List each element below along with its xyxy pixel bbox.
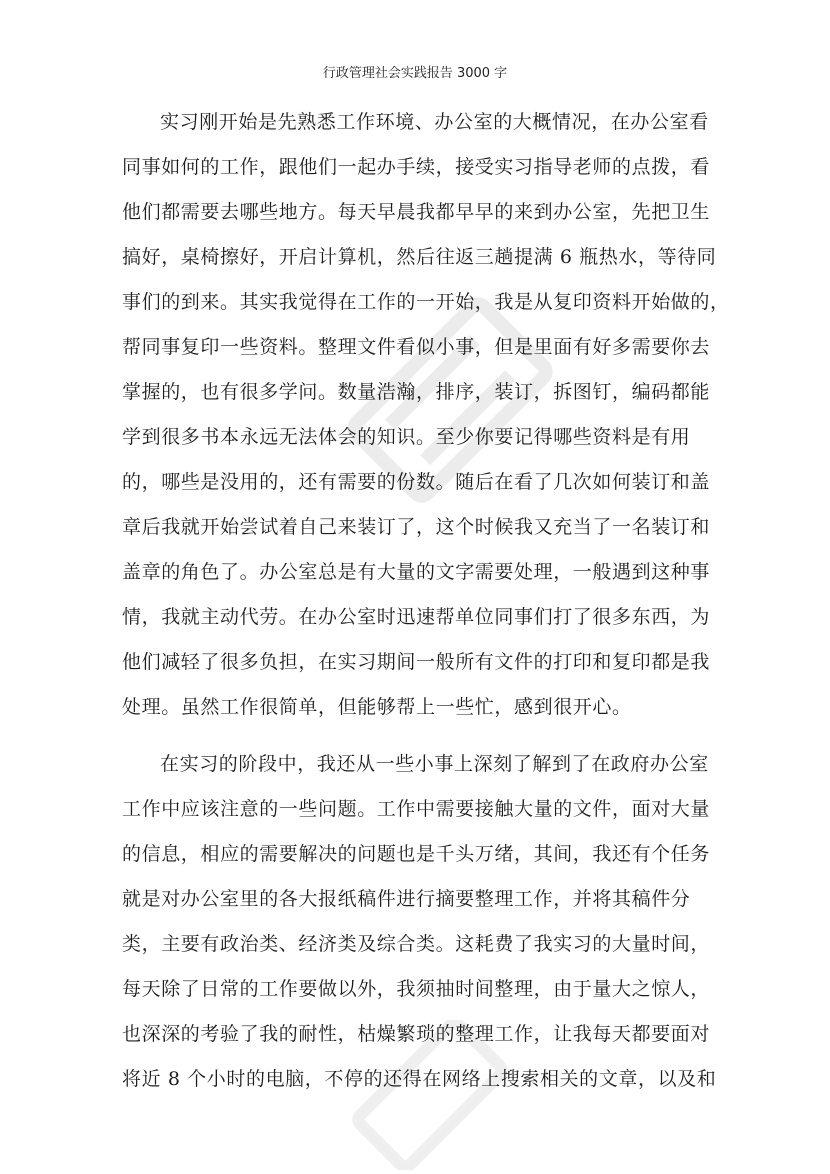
paragraph-line: 实习刚开始是先熟悉工作环境、办公室的大概情况，在办公室看 <box>160 111 709 133</box>
paragraph-line: 帮同事复印一些资料。整理文件看似小事，但是里面有好多需要你去 <box>122 336 711 358</box>
paragraph-line: 他们都需要去哪些地方。每天早晨我都早早的来到办公室，先把卫生 <box>122 201 711 223</box>
paragraph-line: 也深深的考验了我的耐性，枯燥繁琐的整理工作，让我每天都要面对 <box>122 1023 711 1045</box>
paragraph-line: 的，哪些是没用的，还有需要的份数。随后在看了几次如何装订和盖 <box>122 471 711 493</box>
paragraph-line: 情，我就主动代劳。在办公室时迅速帮单位同事们打了很多东西，为 <box>122 606 711 628</box>
paragraph-line: 类，主要有政治类、经济类及综合类。这耗费了我实习的大量时间， <box>122 933 711 955</box>
paragraph-line: 工作中应该注意的一些问题。工作中需要接触大量的文件，面对大量 <box>122 798 711 820</box>
paragraph-line: 学到很多书本永远无法体会的知识。至少你要记得哪些资料是有用 <box>122 426 691 448</box>
paragraph-line: 将近 8 个小时的电脑，不停的还得在网络上搜索相关的文章，以及和 <box>122 1068 717 1090</box>
page-header-title: 行政管理社会实践报告 3000 字 <box>322 66 508 81</box>
paragraph-line: 搞好，桌椅擦好，开启计算机，然后往返三趟提满 6 瓶热水，等待同 <box>122 246 717 268</box>
paragraph-line: 盖章的角色了。办公室总是有大量的文字需要处理，一般遇到这种事 <box>122 561 711 583</box>
paragraph-line: 处理。虽然工作很简单，但能够帮上一些忙，感到很开心。 <box>122 696 632 718</box>
paragraph-line: 每天除了日常的工作要做以外，我须抽时间整理，由于量大之惊人， <box>122 978 711 1000</box>
paragraph-line: 他们减轻了很多负担，在实习期间一般所有文件的打印和复印都是我 <box>122 651 711 673</box>
paragraph-line: 章后我就开始尝试着自己来装订了，这个时候我又充当了一名装订和 <box>122 516 711 538</box>
paragraph-line: 就是对办公室里的各大报纸稿件进行摘要整理工作，并将其稿件分 <box>122 888 691 910</box>
paragraph-line: 事们的到来。其实我觉得在工作的一开始，我是从复印资料开始做的， <box>122 291 730 313</box>
paragraph-line: 掌握的，也有很多学问。数量浩瀚，排序，装订，拆图钉，编码都能 <box>122 381 711 403</box>
paragraph-line: 同事如何的工作，跟他们一起办手续，接受实习指导老师的点拨，看 <box>122 156 711 178</box>
paragraph-line: 的信息，相应的需要解决的问题也是千头万绪，其间，我还有个任务 <box>122 843 711 865</box>
paragraph-line: 在实习的阶段中，我还从一些小事上深刻了解到了在政府办公室 <box>160 753 709 775</box>
